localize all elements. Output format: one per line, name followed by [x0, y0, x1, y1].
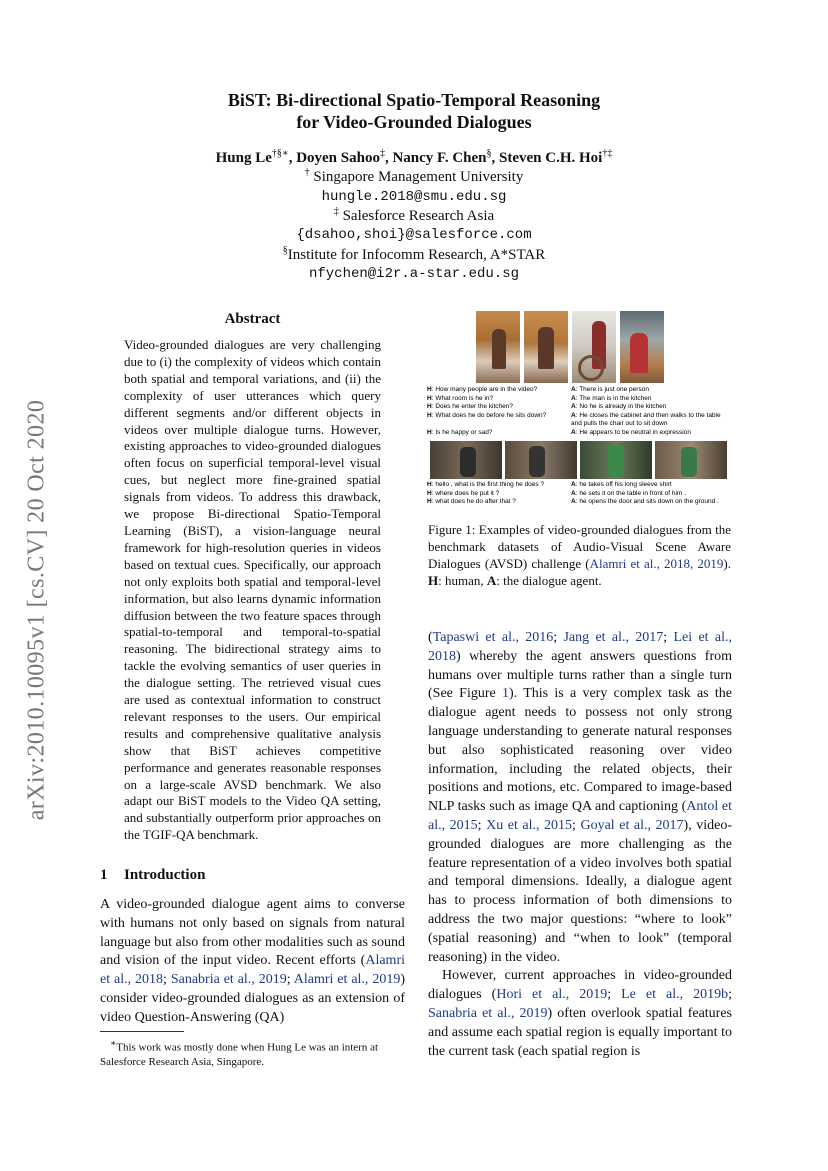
speaker-h: H	[427, 411, 432, 419]
abstract-heading: Abstract	[224, 311, 281, 327]
speaker-h: H	[427, 403, 432, 410]
citation-link[interactable]: Alamri et al., 2018, 2019	[589, 555, 724, 571]
text-run: ) often overlook spatial features and assume each spatial region is equally important to the current task (each spatial region is	[428, 1005, 732, 1059]
speaker-a: A	[571, 411, 576, 419]
intro-left-column	[100, 896, 405, 1028]
section-heading-introduction	[100, 867, 205, 884]
title-line-2: for Video-Grounded Dialogues	[296, 112, 532, 132]
question-line: H: What does he do before he sits down?	[427, 411, 547, 419]
question-text: Does he enter the kitchen?	[435, 403, 514, 410]
question-text: What does he do before he sits down?	[435, 411, 547, 419]
answer-text: he sets it on the table in front of him .	[579, 489, 686, 497]
answer-line: A: He appears to be neutral in expression	[571, 428, 691, 436]
video-frame	[476, 311, 520, 383]
affiliation-1-email[interactable]: hungle.2018@smu.edu.sg	[321, 189, 507, 205]
affiliation-1-name: Singapore Management University	[313, 169, 524, 185]
text-run: ), video-grounded dialogues are more challenging as the feature representation of a video involves both spatial and temporal dimensions. Ideally, a dialogue agent has to process information of both dimensions to address the two major questions: “where to look” (spatial reasoning) and “when to look” (temporal reasoning) in the video.	[428, 817, 733, 965]
question-text: where does he put it ?	[435, 489, 500, 497]
author-1: Hung Le	[215, 150, 272, 166]
video-frame	[655, 441, 727, 479]
answer-line: A: He closes the cabinet and then walks to the table and pulls the chair out to sit down	[571, 411, 721, 427]
answer-text: The man is in the kitchen	[579, 394, 652, 402]
answer-text: There is just one person	[579, 386, 649, 393]
section-number: 1	[100, 867, 108, 883]
figure-1-caption	[428, 522, 731, 590]
affiliation-2-email[interactable]: {dsahoo,shoi}@salesforce.com	[296, 227, 532, 243]
answer-text: he takes off his long sleeve shirt	[579, 481, 672, 488]
section-title: Introduction	[124, 867, 206, 883]
footnote	[100, 1036, 405, 1069]
video-frames-row-2	[430, 441, 727, 479]
affiliation-1	[0, 167, 828, 186]
citation-link[interactable]: Goyal et al., 2017	[580, 817, 684, 833]
author-4-marks: †‡	[602, 148, 613, 159]
intro-paragraph-1-continued: (Tapaswi et al., 2016; Jang et al., 2017; Lei et al., 2018) whereby the agent answers questions from humans over multiple turns rather than a single turn (See Figure 1). This is a very complex task as the dialogue agent needs to possess not only strong language understanding to generate natural responses but also sophisticated reasoning over video information, including the related objects, their positions and motions, etc. Compared to image-based NLP tasks such as image QA and captioning (Antol et al., 2015; Xu et al., 2015; Goyal et al., 2017), video-grounded dialogues are more challenging as the feature representation of a video involves both spatial and temporal dimensions. Ideally, a dialogue agent has to process information of both dimensions to address the two major questions: “where to look” (spatial reasoning) and “when to look” (temporal reasoning) in the video.	[428, 630, 733, 965]
caption-text: : the dialogue agent.	[496, 572, 602, 588]
question-line: H: where does he put it ?	[427, 489, 500, 497]
video-frame	[620, 311, 664, 383]
citation-link[interactable]: Jang et al., 2017	[563, 630, 664, 645]
speaker-a: A	[571, 394, 576, 402]
video-frames-row-1	[476, 311, 664, 383]
citation-link[interactable]: Sanabria et al., 2019	[428, 1005, 548, 1021]
citation-link[interactable]: Hori et al., 2019	[496, 987, 608, 1003]
title-line-1: BiST: Bi-directional Spatio-Temporal Reasoning	[227, 90, 601, 110]
question-text: What room is he in?	[435, 394, 494, 402]
question-line: H: Does he enter the kitchen?	[427, 403, 514, 410]
text-run: A video-grounded dialogue agent aims to converse with humans not only based on signals from natural language but also from other modalities such as sound and vision of the input video. Recent efforts (	[100, 897, 405, 969]
author-2: Doyen Sahoo	[296, 150, 380, 166]
intro-paragraph-1	[100, 896, 405, 1028]
citation-link[interactable]: Alamri et al., 2018	[100, 953, 405, 988]
answer-line: A: The man is in the kitchen	[571, 394, 652, 402]
author-1-marks: †§∗	[271, 148, 289, 159]
text-run: ;	[163, 972, 171, 988]
answer-line: A: he opens the door and sits down on the ground .	[571, 498, 719, 505]
footnote-text: This work was mostly done when Hung Le was an intern at Salesforce Research Asia, Singapore.	[100, 1041, 379, 1068]
text-run: ) whereby the agent answers questions from humans over multiple turns rather than a single turn (See Figure	[428, 648, 732, 702]
affiliation-1-mark: †	[304, 167, 310, 178]
caption-a-label: A	[486, 572, 497, 588]
answer-text: He closes the cabinet and then walks to the table and pulls the chair out to sit down	[571, 411, 721, 427]
citation-link[interactable]: Tapaswi et al., 2016	[432, 630, 554, 645]
speaker-h: H	[427, 489, 432, 497]
footnote-rule	[100, 1031, 184, 1032]
speaker-a: A	[571, 403, 576, 410]
abstract-body: Video-grounded dialogues are very challenging due to (i) the complexity of videos which contain both spatial and temporal variations, and (ii) the complexity of user utterances which query different segments and/or different objects in videos over multiple dialogue turns. However, existing approaches to video-grounded dialogues often focus on superficial temporal-level visual cues, but neglect more fine-grained spatial signals from videos. To address this drawback, we propose Bi-directional Spatio-Temporal Learning (BiST), a vision-language neural framework for high-resolution queries in videos based on textual cues. Specifically, our approach not only exploits both spatial and temporal-level information, but also learns dynamic information diffusion between the two feature spaces through spatial-to-temporal and temporal-to-spatial reasoning. The bidirectional strategy aims to tackle the evolving semantics of user queries in the dialogue setting. The retrieved visual cues are used as contextual information to construct relevant responses to the users. Our empirical results and comprehensive qualitative analysis show that BiST achieves competitive performance and generates reasonable responses on a large-scale AVSD benchmark. We also adapt our BiST models to the Video QA setting, and substantially outperform prior approaches on the TGIF-QA benchmark.	[124, 337, 381, 843]
speaker-a: A	[571, 481, 576, 488]
question-text: hello , what is the first thing he does ?	[435, 481, 545, 488]
affiliation-3	[0, 245, 828, 264]
speaker-a: A	[571, 489, 576, 497]
citation-link[interactable]: Le et al., 2019b	[621, 987, 729, 1003]
speaker-h: H	[427, 386, 432, 393]
answer-line: A: he takes off his long sleeve shirt	[571, 481, 672, 488]
author-list: Hung Le†§∗, Doyen Sahoo‡, Nancy F. Chen§, Steven C.H. Hoi†‡	[215, 148, 613, 166]
citation-link[interactable]: Sanabria et al., 2019	[170, 972, 287, 988]
speaker-a: A	[571, 498, 576, 505]
citation-link[interactable]: Lei et al., 2018	[428, 630, 732, 664]
citation-link[interactable]: Xu et al., 2015	[486, 817, 573, 833]
question-line: H: Is he happy or sad?	[427, 428, 493, 436]
question-text: Is he happy or sad?	[435, 428, 493, 436]
dialogue-2-questions	[427, 481, 544, 507]
author-2-marks: ‡	[379, 148, 385, 159]
answer-line: A: There is just one person	[571, 386, 649, 393]
dialogue-2-answers	[571, 481, 719, 507]
affiliation-3-name: Institute for Infocomm Research, A*STAR	[287, 247, 546, 263]
answer-line: A: he sets it on the table in front of him .	[571, 489, 686, 497]
question-line: H: hello , what is the first thing he does ?	[427, 481, 545, 488]
arxiv-stamp-text: arXiv:2010.10095v1 [cs.CV] 20 Oct 2020	[23, 399, 50, 821]
citation-link[interactable]: Antol et al., 2015	[428, 799, 732, 833]
video-frame	[505, 441, 577, 479]
answer-line: A: No he is already in the kitchen	[571, 403, 667, 410]
figure-1	[424, 308, 732, 511]
figure-ref-link[interactable]: 1	[502, 686, 509, 702]
video-frame	[572, 311, 616, 383]
speaker-h: H	[427, 428, 432, 436]
question-line: H: How many people are in the video?	[427, 386, 538, 393]
speaker-h: H	[427, 481, 432, 488]
video-frame	[430, 441, 502, 479]
answer-text: He appears to be neutral in expression	[579, 428, 691, 436]
answer-text: No he is already in the kitchen	[579, 403, 667, 410]
speaker-h: H	[427, 394, 432, 402]
text-run: ) consider video-grounded dialogues as an extension of video Question-Answering (QA)	[100, 972, 405, 1025]
footnote-mark: ∗	[110, 1038, 117, 1048]
arxiv-stamp	[22, 365, 52, 855]
paper-title	[0, 89, 828, 133]
citation-link[interactable]: Alamri et al., 2019	[293, 972, 401, 988]
author-4: Steven C.H. Hoi	[499, 150, 603, 166]
affiliation-3-email[interactable]: nfychen@i2r.a-star.edu.sg	[308, 266, 520, 282]
speaker-h: H	[427, 498, 432, 505]
affiliation-2-name: Salesforce Research Asia	[342, 208, 495, 224]
answer-text: he opens the door and sits down on the ground .	[579, 498, 719, 505]
affiliation-2-mark: ‡	[333, 206, 339, 217]
intro-right-column	[428, 629, 732, 1061]
caption-text: Figure 1: Examples of video-grounded dialogues from the benchmark datasets of Audio-Visual Scene Aware Dialogues (AVSD) challenge (	[428, 522, 731, 571]
dialogue-1-answers	[571, 386, 721, 437]
affiliation-3-mark: §	[282, 245, 288, 256]
affiliation-2	[0, 206, 828, 225]
text-run: ;	[286, 972, 294, 988]
question-line: H: what does he do after that ?	[427, 498, 516, 505]
text-run: ). This is a very complex task as the dialogue agent needs to possess not only strong language understanding to generate natural responses but also sophisticated reasoning over video information, including the related objects, their positions and motions, etc. Compared to image-based NLP tasks such as image QA and captioning (	[428, 686, 732, 815]
dialogue-1-questions	[427, 386, 546, 437]
author-3-marks: §	[486, 148, 492, 159]
caption-text: ).	[723, 555, 731, 571]
video-frame	[524, 311, 568, 383]
video-frame	[580, 441, 652, 479]
author-3: Nancy F. Chen	[392, 150, 487, 166]
speaker-a: A	[571, 428, 576, 436]
question-text: what does he do after that ?	[435, 498, 516, 505]
question-line: H: What room is he in?	[427, 394, 494, 402]
speaker-a: A	[571, 386, 576, 393]
text-run: However, current approaches in video-grounded dialogues (	[428, 968, 732, 1003]
intro-paragraph-2: However, current approaches in video-grounded dialogues (Hori et al., 2019; Le et al., 2019b; Sanabria et al., 2019) often overlook spatial features and assume each spatial region is equally important to the current task (each spatial region is	[428, 968, 732, 1059]
caption-text: : human,	[438, 572, 487, 588]
caption-h-label: H	[428, 572, 439, 588]
question-text: How many people are in the video?	[435, 386, 538, 393]
